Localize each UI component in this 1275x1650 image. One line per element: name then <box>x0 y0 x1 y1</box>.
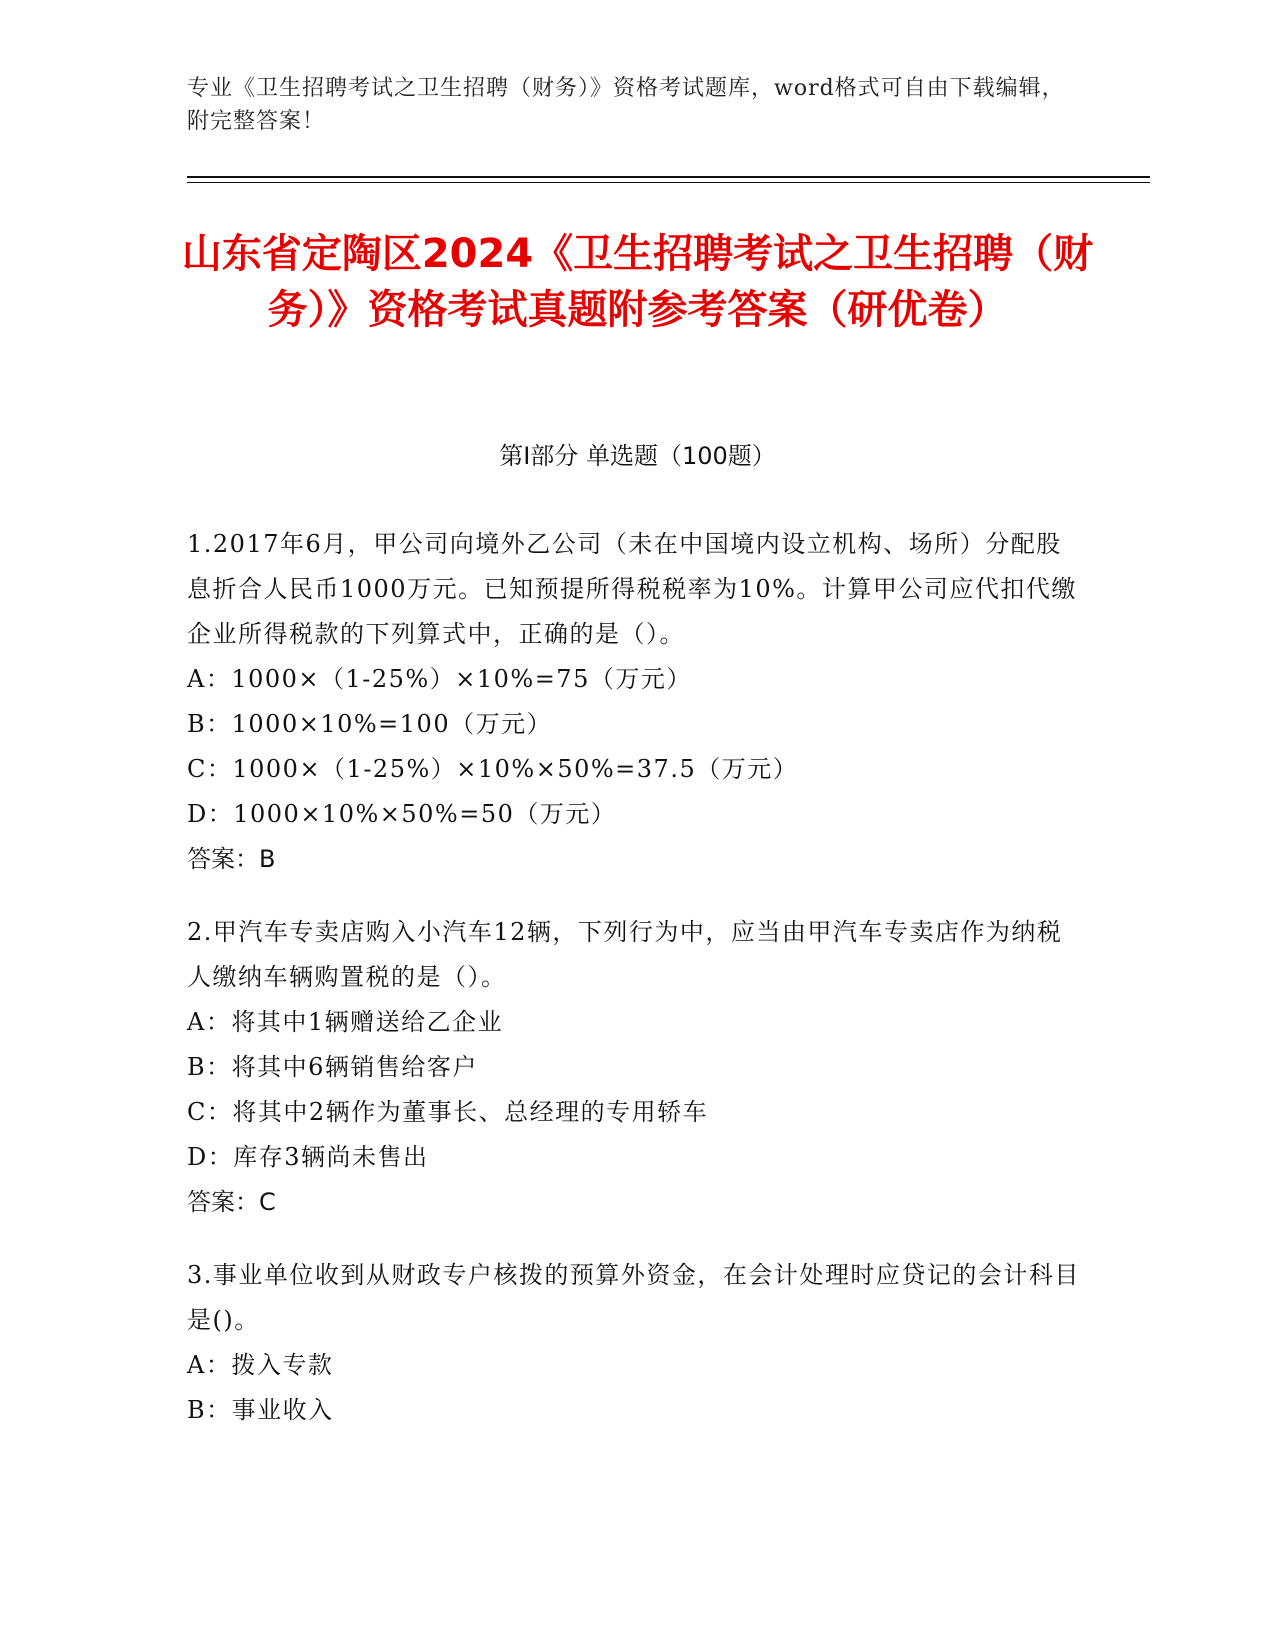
option-c: C：将其中2辆作为董事长、总经理的专用轿车 <box>187 1098 709 1126</box>
question-item <box>187 1253 1087 1433</box>
question-item <box>187 522 1087 882</box>
option-d: D：1000×10%×50%=50（万元） <box>187 800 617 828</box>
answer-line: 答案：B <box>187 845 276 873</box>
option-b: B：1000×10%=100（万元） <box>187 710 553 738</box>
answer-line: 答案：C <box>187 1188 276 1216</box>
option-a: A：将其中1辆赠送给乙企业 <box>187 1008 504 1036</box>
option-b: B：将其中6辆销售给客户 <box>187 1053 478 1081</box>
question-text: 3.事业单位收到从财政专户核拨的预算外资金，在会计处理时应贷记的会计科目是()。 <box>187 1261 1080 1334</box>
option-d: D：库存3辆尚未售出 <box>187 1143 429 1171</box>
header-rule-thick <box>187 176 1150 178</box>
option-a: A：1000×（1-25%）×10%=75（万元） <box>187 665 692 693</box>
section-title: 第I部分 单选题（100题） <box>499 442 776 470</box>
header-note: 专业《卫生招聘考试之卫生招聘（财务）》资格考试题库，word格式可自由下载编辑，附完整答案！ <box>187 76 1065 134</box>
option-c: C：1000×（1-25%）×10%×50%=37.5（万元） <box>187 755 799 783</box>
option-b: B：事业收入 <box>187 1396 334 1424</box>
question-item <box>187 910 1087 1225</box>
question-text: 2.甲汽车专卖店购入小汽车12辆，下列行为中，应当由甲汽车专卖店作为纳税人缴纳车辆购置税的是（）。 <box>187 918 1063 991</box>
option-a: A：拨入专款 <box>187 1351 334 1379</box>
question-list <box>187 522 1087 1461</box>
header-rule-thin <box>187 182 1150 183</box>
question-text: 1.2017年6月，甲公司向境外乙公司（未在中国境内设立机构、场所）分配股息折合人民币1000万元。已知预提所得税税率为10%。计算甲公司应代扣代缴企业所得税款的下列算式中，正确的是（）。 <box>187 530 1077 648</box>
document-title: 山东省定陶区2024《卫生招聘考试之卫生招聘（财务）》资格考试真题附参考答案（研优卷） <box>181 231 1094 333</box>
